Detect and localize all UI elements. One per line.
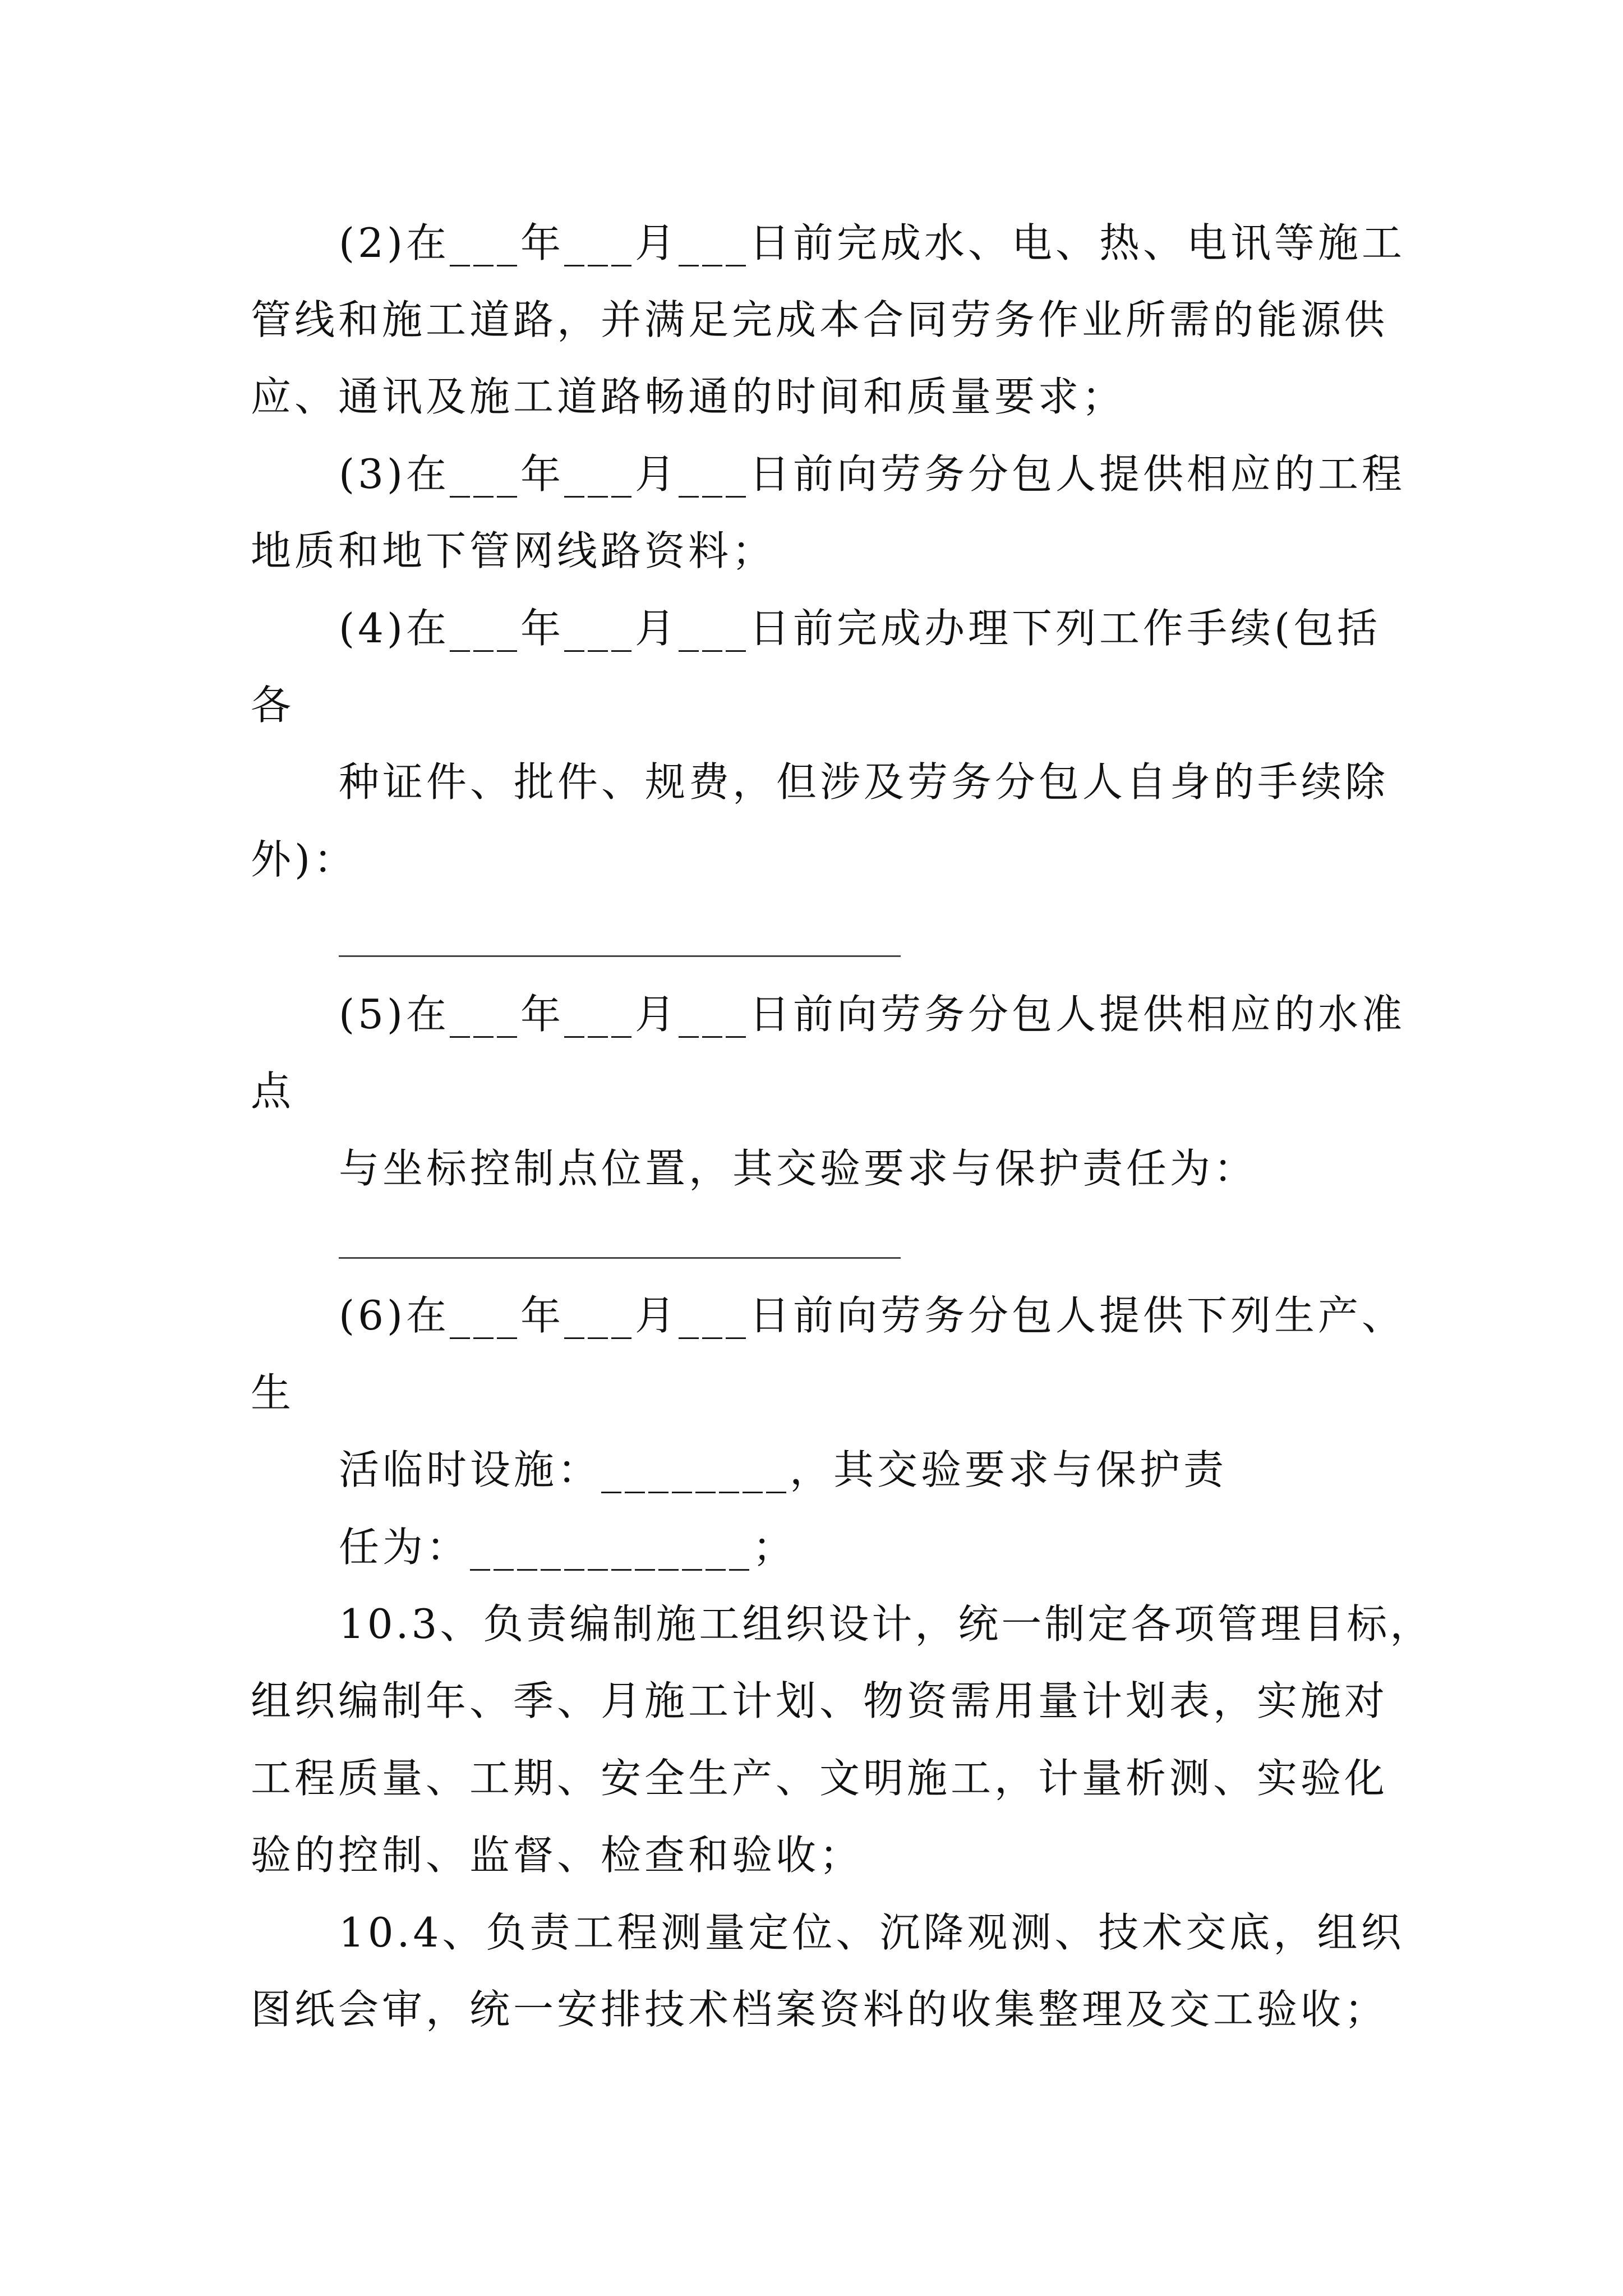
- text-line: 生: [251, 1369, 295, 1416]
- text-line: 活临时设施：________，其交验要求与保护责: [339, 1446, 1228, 1493]
- text-line: 各: [251, 682, 295, 729]
- blank-fill-line: [339, 955, 901, 957]
- text-line: 与坐标控制点位置，其交验要求与保护责任为：: [339, 1145, 1258, 1192]
- text-line: 验的控制、监督、检查和验收；: [251, 1832, 864, 1879]
- text-line: 10.4、负责工程测量定位、沉降观测、技术交底，组织: [339, 1909, 1405, 1956]
- text-line: 点: [251, 1068, 295, 1115]
- text-line: (4)在___年___月___日前完成办理下列工作手续(包括: [339, 605, 1381, 652]
- text-line: 外)：: [251, 836, 358, 883]
- text-line: 组织编制年、季、月施工计划、物资需用量计划表，实施对: [251, 1677, 1389, 1724]
- text-line: 任为：____________；: [339, 1524, 797, 1571]
- text-line: 管线和施工道路，并满足完成本合同劳务作业所需的能源供: [251, 296, 1389, 343]
- blank-fill-line: [339, 1257, 901, 1259]
- text-line: 工程质量、工期、安全生产、文明施工，计量析测、实验化: [251, 1755, 1389, 1802]
- text-line: 10.3、负责编制施工组织设计，统一制定各项管理目标，: [339, 1600, 1433, 1648]
- text-line: 地质和地下管网线路资料；: [251, 527, 776, 574]
- text-line: 种证件、批件、规费，但涉及劳务分包人自身的手续除: [339, 758, 1389, 806]
- text-line: (2)在___年___月___日前完成水、电、热、电讯等施工: [339, 219, 1405, 266]
- text-line: 应、通讯及施工道路畅通的时间和质量要求；: [251, 373, 1126, 420]
- text-line: (6)在___年___月___日前向劳务分包人提供下列生产、: [339, 1292, 1405, 1339]
- text-line: 图纸会审，统一安排技术档案资料的收集整理及交工验收；: [251, 1986, 1389, 2033]
- text-line: (5)在___年___月___日前向劳务分包人提供相应的水准: [339, 991, 1405, 1038]
- text-line: (3)在___年___月___日前向劳务分包人提供相应的工程: [339, 450, 1405, 498]
